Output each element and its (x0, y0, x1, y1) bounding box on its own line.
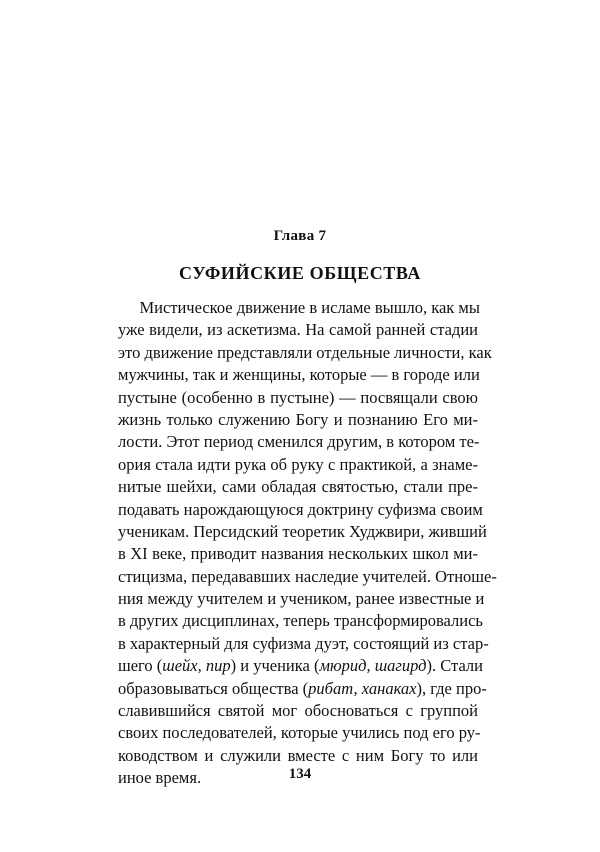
text-line: своих последователей, которые учились под его ру- (118, 723, 481, 743)
italic-term: рибат, ханаках (308, 678, 417, 698)
text-line: в XI веке, приводит названия нескольких школ ми- (118, 544, 478, 564)
text-line: в характерный для суфизма дуэт, состоящий из стар- (118, 633, 489, 653)
text-line: ководством и служили вместе с ним Богу то или (118, 745, 478, 765)
text-fragment: ), где про- (416, 678, 487, 698)
text-fragment: шего ( (118, 656, 163, 676)
page-number: 134 (288, 766, 312, 782)
text-line: в других дисциплинах, теперь трансформировались (118, 611, 483, 631)
text-line: иное время. (118, 768, 202, 788)
text-line: жизнь только служению Богу и познанию Его ми- (118, 409, 478, 429)
text-line: нитые шейхи, сами обладая святостью, стали пре- (118, 477, 478, 497)
text-fragment: ) и ученика ( (230, 656, 320, 676)
text-line: мужчины, так и женщины, которые — в городе или (118, 365, 480, 385)
text-fragment: образовываться общества ( (118, 678, 309, 698)
text-line: это движение представляли отдельные личности, как (118, 342, 492, 362)
body-paragraph (118, 297, 497, 790)
text-line (118, 678, 487, 700)
text-line: ученикам. Персидский теоретик Худжвири, живший (118, 521, 487, 541)
chapter-title: СУФИЙСКИЕ ОБЩЕСТВА (178, 263, 421, 283)
text-line: уже видели, из аскетизма. На самой ранней стадии (118, 320, 478, 340)
text-line: подавать нарождающуюся доктрину суфизма своим (118, 499, 483, 519)
italic-term: мюрид, шагирд (319, 656, 427, 676)
text-line: Мистическое движение в исламе вышло, как мы (139, 298, 480, 317)
text-line: пустыне (особенно в пустыне) — посвящали свою (118, 387, 478, 407)
italic-term: шейх, пир (162, 656, 231, 676)
text-line: ния между учителем и учеником, ранее известные и (118, 589, 485, 609)
text-fragment: ). Стали (426, 656, 483, 676)
text-line (118, 655, 483, 677)
text-line: славившийся святой мог обосноваться с группой (118, 701, 478, 721)
chapter-label: Глава 7 (273, 228, 327, 244)
text-line: лости. Этот период сменился другим, в котором те- (118, 432, 480, 452)
text-line: стицизма, передававших наследие учителей. Отноше- (118, 566, 497, 586)
text-line: ория стала идти рука об руку с практикой, а знаме- (118, 454, 478, 474)
